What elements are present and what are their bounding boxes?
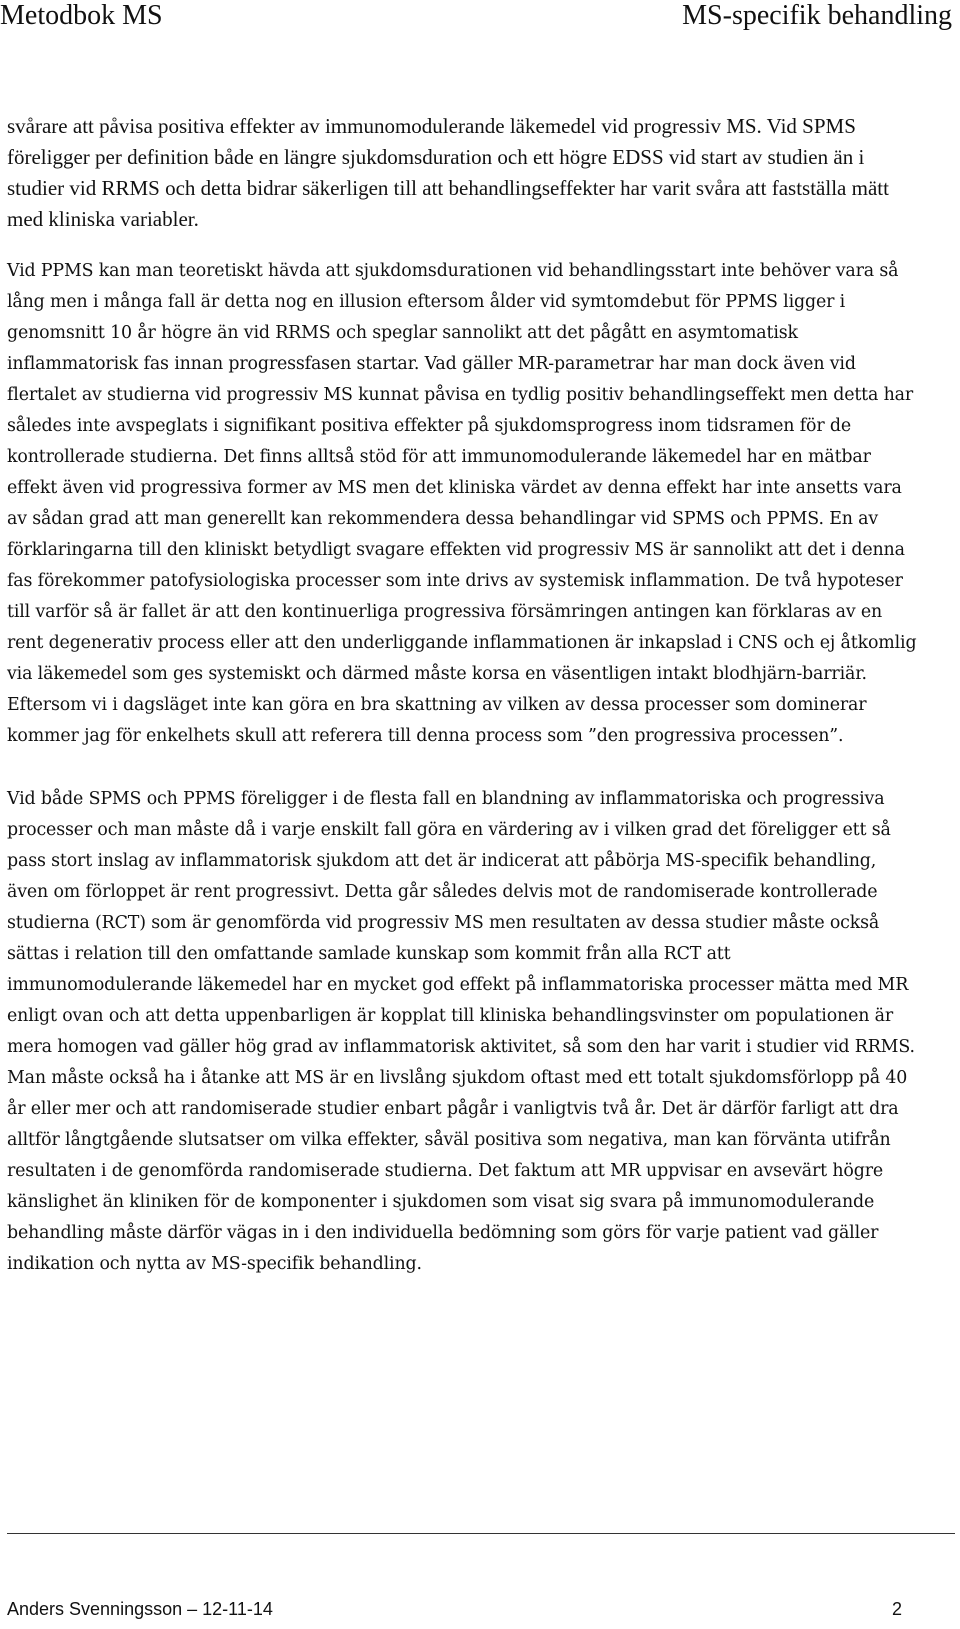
paragraph-2: Vid PPMS kan man teoretiskt hävda att sjukdomsdurationen vid behandlingsstart inte behöver vara så lång men i många fall är detta nog en illusion eftersom ålder vid symtomdebut för PPMS ligger i genomsnitt 10 år högre än vid RRMS och speglar sannolikt att det pågått en asymtomatisk inflammatorisk fas innan progressfasen startar. Vad gäller MR-parametrar har man dock även vid flertalet av studierna vid progressiv MS kunnat påvisa en tydlig positiv behandlingseffekt men detta har således inte avspeglats i signifikant positiva effekter på sjukdomsprogress inom tidsramen för de kontrollerade studierna. Det finns alltså stöd för att immunomodulerande läkemedel har en mätbar effekt även vid progressiva former av MS men det kliniska värdet av denna effekt har inte ansetts vara av sådan grad att man generellt kan rekommendera dessa behandlingar vid SPMS och PPMS. En av förklaringarna till den kliniskt betydligt svagare effekten vid progressiv MS är sannolikt att det i denna fas förekommer patofysiologiska processer som inte drivs av systemisk inflammation. De två hypoteser till varför så är fallet är att den kontinuerliga progressiva försämringen antingen kan förklaras av en rent degenerativ process eller att den underliggande inflammationen är inkapslad i CNS och ej åtkomlig via läkemedel som ges systemiskt och därmed måste korsa en väsentligen intakt blodhjärn-barriär. Eftersom vi i dagsläget inte kan göra en bra skattning av vilken av dessa processer som dominerar kommer jag för enkelhets skull att referera till denna process som ”den progressiva processen”.	[7, 261, 917, 746]
document-body	[7, 111, 917, 1312]
paragraph-1: svårare att påvisa positiva effekter av immunomodulerande läkemedel vid progressiv MS. Vid SPMS föreligger per definition både en längre sjukdomsduration och ett högre EDSS vid start av studien än i studier vid RRMS och detta bidrar säkerligen till att behandlingseffekter har varit svåra att fastställa mätt med kliniska variabler.	[7, 114, 889, 231]
footer-author-date: Anders Svenningsson – 12-11-14	[7, 1599, 273, 1619]
header-document-title: Metodbok MS	[0, 0, 163, 31]
page-header	[0, 0, 960, 44]
footer-page-number: 2	[891, 1599, 902, 1619]
footer-divider	[7, 1533, 955, 1534]
header-section-title: MS-specifik behandling	[682, 0, 952, 31]
paragraph-3: Vid både SPMS och PPMS föreligger i de flesta fall en blandning av inflammatoriska och progressiva processer och man måste då i varje enskilt fall göra en värdering av i vilken grad det föreligger ett så pass stort inslag av inflammatorisk sjukdom att det är indicerat att påbörja MS-specifik behandling, även om förloppet är rent progressivt. Detta går således delvis mot de randomiserade kontrollerade studierna (RCT) som är genomförda vid progressiv MS men resultaten av dessa studier måste också sättas i relation till den omfattande samlade kunskap som kommit från alla RCT att immunomodulerande läkemedel har en mycket god effekt på inflammatoriska processer mätta med MR enligt ovan och att detta uppenbarligen är kopplat till kliniska behandlingsvinster om populationen är mera homogen vad gäller hög grad av inflammatorisk aktivitet, så som den har varit i studier vid RRMS. Man måste också ha i åtanke att MS är en livslång sjukdom oftast med ett totalt sjukdomsförlopp på 40 år eller mer och att randomiserade studier enbart pågår i vanligtvis två år. Det är därför farligt att dra alltför långtgående slutsatser om vilka effekter, såväl positiva som negativa, man kan förvänta utifrån resultaten i de genomförda randomiserade studierna. Det faktum att MR uppvisar en avsevärt högre känslighet än kliniken för de komponenter i sjukdomen som visat sig svara på immunomodulerande behandling måste därför vägas in i den individuella bedömning som görs för varje patient vad gäller indikation och nytta av MS-specifik behandling.	[7, 789, 915, 1274]
